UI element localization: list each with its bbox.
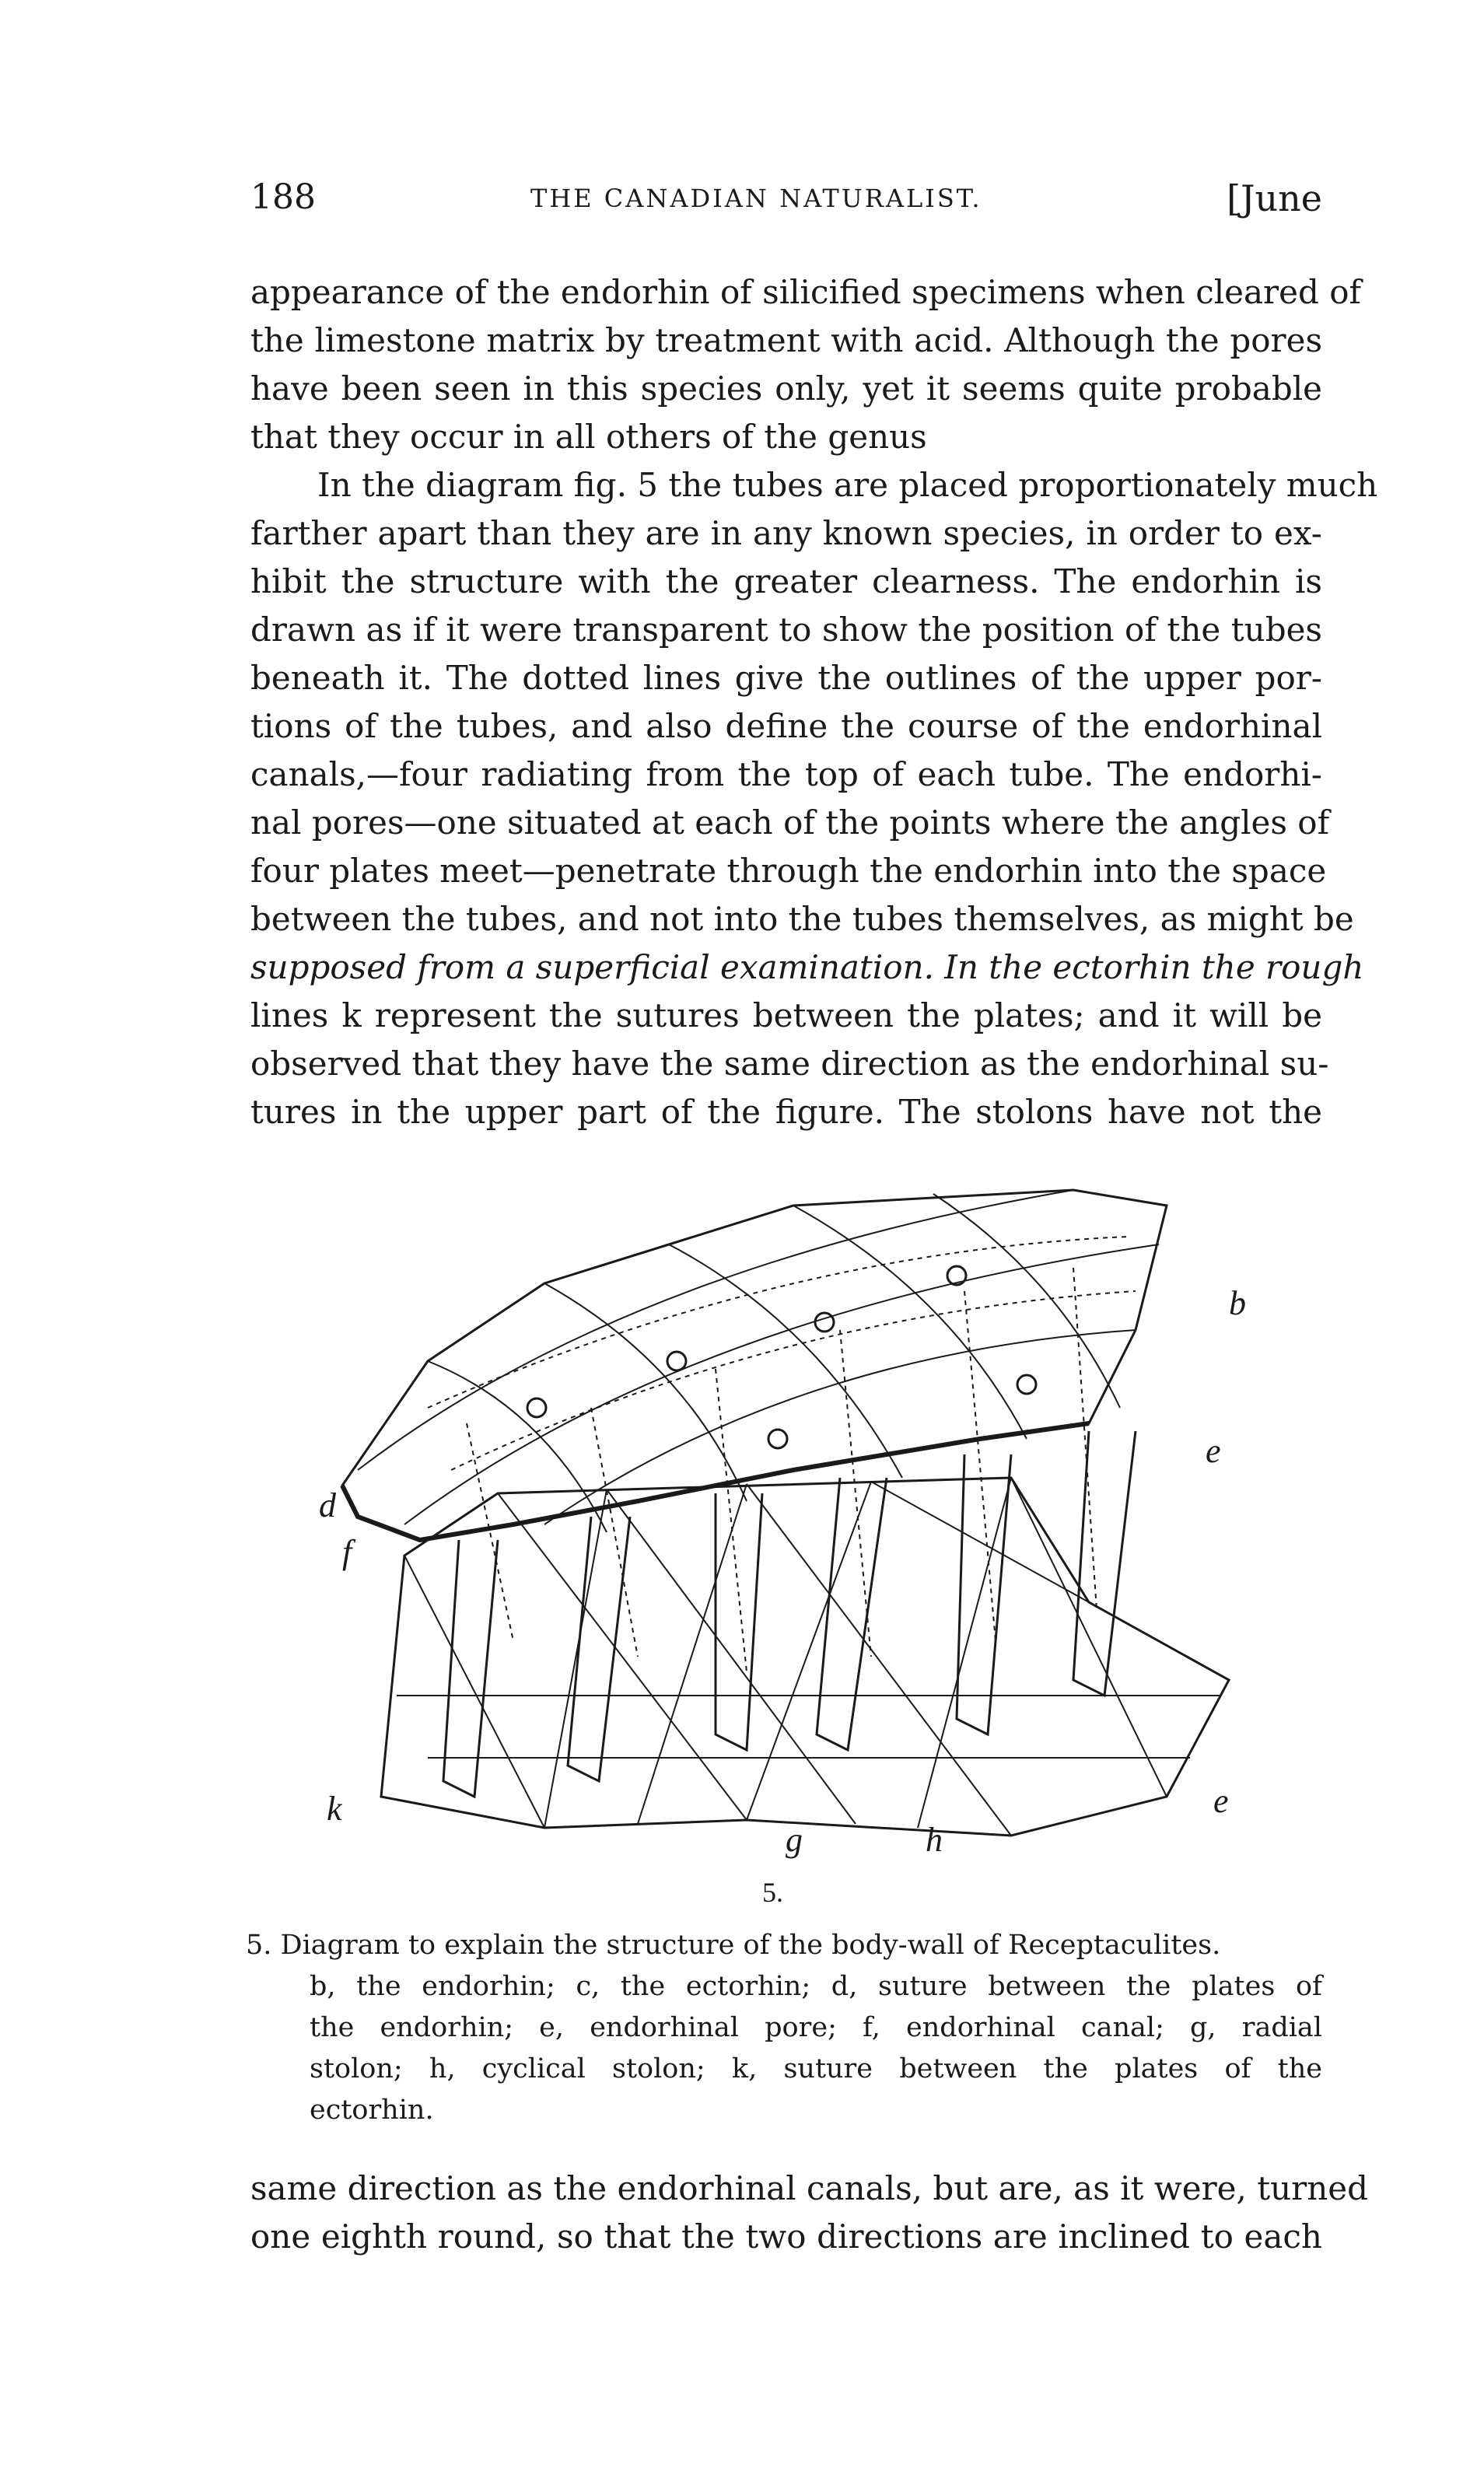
text-line: tures in the upper part of the figure. The stolons have not the [250, 1093, 1322, 1131]
page-number: 188 [250, 177, 316, 217]
text-line: have been seen in this species only, yet it seems quite probable [250, 369, 1322, 408]
text-line: tions of the tubes, and also define the course of the endorhinal [250, 707, 1322, 745]
text-line: the limestone matrix by treatment with acid. Although the pores [250, 321, 1322, 359]
text-line: appearance of the endorhin of silicified specimens when cleared of [250, 273, 1362, 311]
ectorhin-outline [381, 1478, 1229, 1836]
running-header [250, 177, 1322, 224]
text-line: one eighth round, so that the two directions are inclined to each [250, 2217, 1322, 2256]
ectorhin-sutures [397, 1478, 1221, 1836]
endorhinal-pores [527, 1266, 1036, 1448]
text-line: beneath it. The dotted lines give the outlines of the upper por- [250, 659, 1322, 697]
endorhin-grid [358, 1190, 1159, 1532]
text-line: lines k represent the sutures between the plates; and it will be [250, 996, 1322, 1034]
caption-line: 5. Diagram to explain the structure of the body-wall of Receptaculites. [246, 1930, 1221, 1961]
label-e-top: e [1206, 1432, 1221, 1470]
label-b: b [1229, 1284, 1246, 1322]
diagram-illustration [311, 1174, 1291, 1874]
figure-receptaculites-diagram [311, 1174, 1291, 1874]
text-line: farther apart than they are in any known species, in order to ex- [250, 514, 1322, 552]
label-f: f [342, 1533, 352, 1571]
section-mark: [June [1227, 177, 1322, 219]
text-line: In the diagram fig. 5 the tubes are placed proportionately much [317, 466, 1378, 504]
text-line: drawn as if it were transparent to show the position of the tubes [250, 611, 1322, 649]
text-line: nal pores—one situated at each of the points where the angles of [250, 803, 1330, 842]
caption-line: b, the endorhin; c, the ectorhin; d, suture between the plates of [310, 1971, 1322, 2002]
running-title: THE CANADIAN NATURALIST. [530, 184, 982, 213]
endorhin-outline [342, 1190, 1167, 1540]
text-line: observed that they have the same direction as the endorhinal su- [250, 1045, 1329, 1083]
body-text-bottom [250, 2165, 1369, 2261]
label-k: k [327, 1790, 342, 1828]
caption-line: ectorhin. [310, 2095, 434, 2126]
tubes [443, 1431, 1136, 1797]
text-line: canals,—four radiating from the top of each tube. The endorhi- [250, 755, 1322, 793]
label-d: d [319, 1486, 336, 1524]
body-text-top [250, 268, 1378, 1136]
dotted-outlines [428, 1237, 1136, 1672]
label-h: h [926, 1821, 943, 1859]
figure-caption [246, 1925, 1322, 2131]
figure-number: 5. [762, 1877, 783, 1908]
text-line: that they occur in all others of the genus [250, 418, 927, 456]
label-g: g [786, 1821, 803, 1859]
caption-line: stolon; h, cyclical stolon; k, suture between the plates of the [310, 2053, 1322, 2084]
caption-line: the endorhin; e, endorhinal pore; f, endorhinal canal; g, radial [310, 2012, 1322, 2043]
text-line: hibit the structure with the greater clearness. The endorhin is [250, 562, 1322, 600]
text-line: four plates meet—penetrate through the endorhin into the space [250, 852, 1327, 890]
text-line: between the tubes, and not into the tubes themselves, as might be [250, 900, 1354, 938]
label-e-bottom: e [1213, 1782, 1229, 1820]
text-line: same direction as the endorhinal canals, but are, as it were, turned [250, 2169, 1369, 2207]
text-line: supposed from a superficial examination. In the ectorhin the rough [250, 948, 1364, 986]
